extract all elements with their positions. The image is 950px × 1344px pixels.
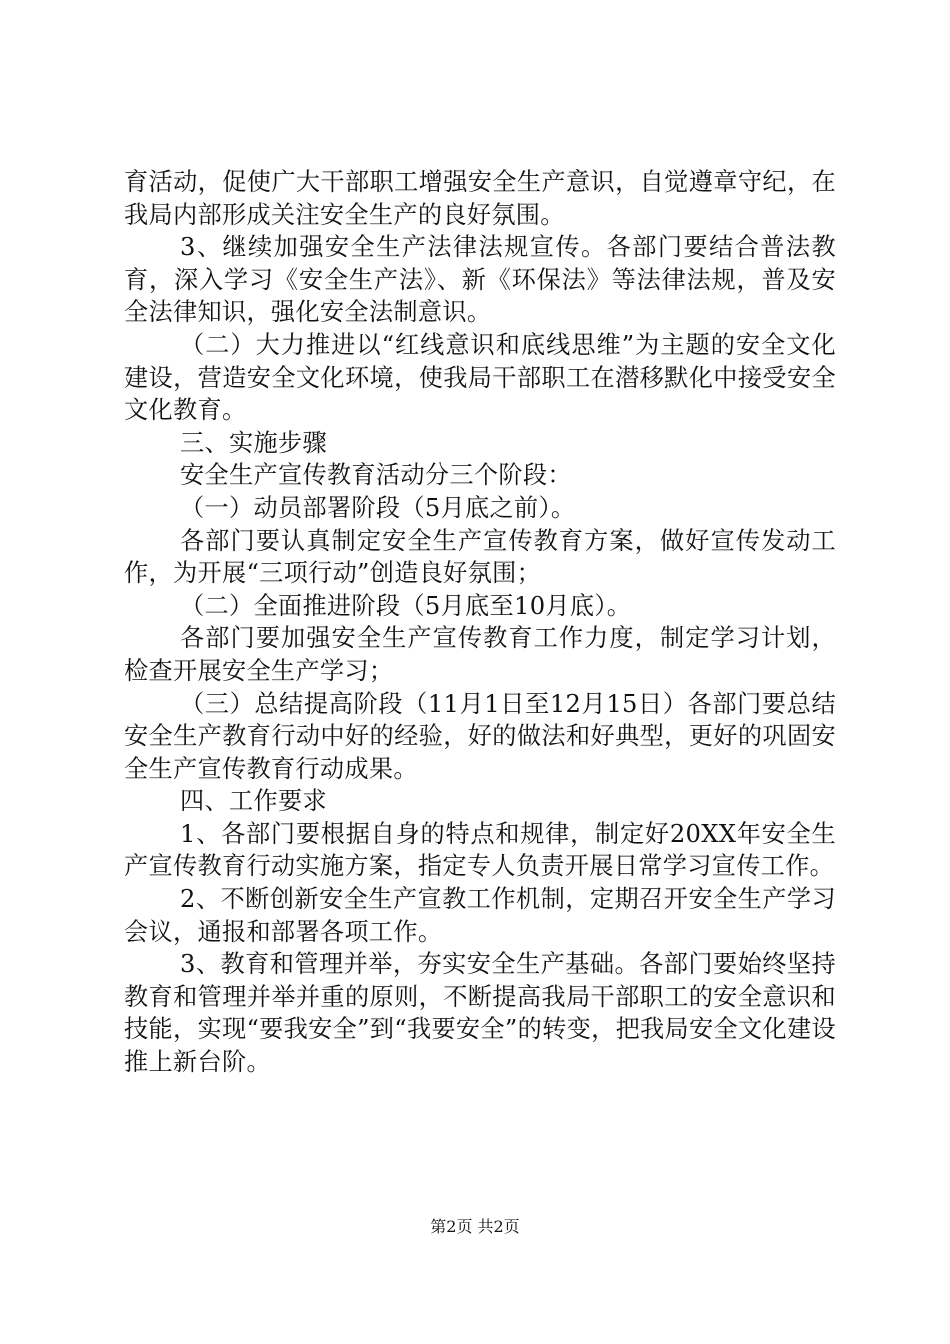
- stage-1-heading: （一）动员部署阶段（5月底之前）。: [180, 493, 576, 522]
- requirement-2: 2、不断创新安全生产宣教工作机制，定期召开安全生产学习会议，通报和部署各项工作。: [124, 885, 836, 946]
- requirement-3: 3、教育和管理并举，夯实安全生产基础。各部门要始终坚持教育和管理并举并重的原则，不断提高我局干部职工的安全意识和技能，实现“要我安全”到“我要安全”的转变，把我局安全文化建设推上新台阶。: [124, 950, 836, 1077]
- paragraph-9: 各部门要加强安全生产宣传教育工作力度，制定学习计划，检查开展安全生产学习；: [124, 624, 836, 685]
- paragraph-5: 安全生产宣传教育活动分三个阶段：: [180, 461, 572, 490]
- paragraph-2: 3、继续加强安全生产法律法规宣传。各部门要结合普法教育，深入学习《安全生产法》、新《环保法》等法律法规，普及安全法律知识，强化安全法制意识。: [124, 233, 836, 327]
- stage-2-heading: （二）全面推进阶段（5月底至10月底）。: [180, 591, 632, 620]
- section-heading-4: 四、工作要求: [180, 787, 327, 816]
- section-heading-3: 三、实施步骤: [180, 428, 327, 457]
- paragraph-1: 育活动，促使广大干部职工增强安全生产意识，自觉遵章守纪，在我局内部形成关注安全生产的良好氛围。: [124, 168, 836, 229]
- stage-3-paragraph: （三）总结提高阶段（11月1日至12月15日）各部门要总结安全生产教育行动中好的经验，好的做法和好典型，更好的巩固安全生产宣传教育行动成果。: [124, 689, 836, 783]
- requirement-1: 1、各部门要根据自身的特点和规律，制定好20XX年安全生产宣传教育行动实施方案，指定专人负责开展日常学习宣传工作。: [124, 819, 836, 881]
- page-footer: 第2页 共2页: [430, 1217, 520, 1236]
- document-body: [124, 166, 836, 1079]
- paragraph-3: （二）大力推进以“红线意识和底线思维”为主题的安全文化建设，营造安全文化环境，使我局干部职工在潜移默化中接受安全文化教育。: [124, 330, 836, 425]
- paragraph-7: 各部门要认真制定安全生产宣传教育方案，做好宣传发动工作，为开展“三项行动”创造良好氛围；: [124, 526, 836, 588]
